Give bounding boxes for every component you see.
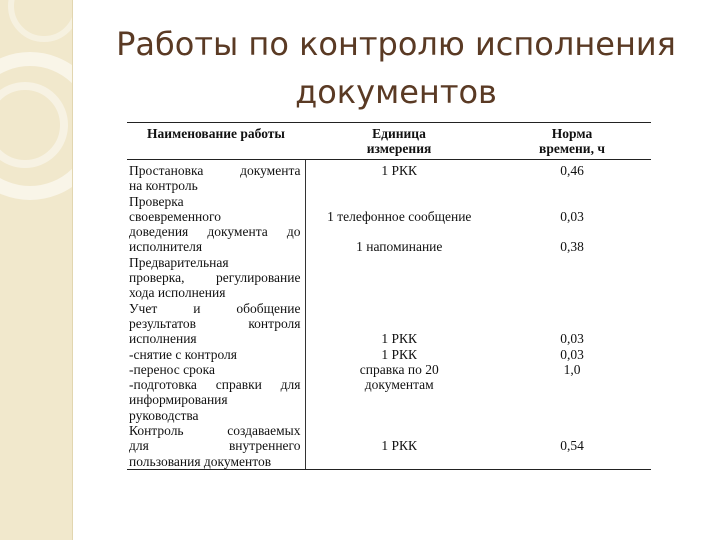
table-row — [127, 255, 651, 301]
work-name-line — [129, 270, 301, 285]
header-work-name: Наименование работы — [127, 123, 305, 160]
work-name-word: результатов — [129, 315, 197, 331]
cell-norm-line: 1,0 — [563, 361, 581, 377]
work-name-word: информирования — [129, 392, 228, 408]
cell-work-name — [127, 423, 305, 469]
cell-norm — [493, 160, 651, 194]
work-name-word: до — [286, 224, 301, 240]
work-name-word: исполнителя — [129, 239, 203, 255]
slide-title-line: документов — [295, 73, 497, 111]
cell-norm-line: 0,03 — [560, 208, 584, 224]
work-name-word: проверка, — [129, 270, 185, 286]
work-name-line — [129, 331, 301, 346]
work-name-word: контроля — [248, 315, 301, 331]
work-name-line — [129, 163, 301, 178]
cell-unit — [305, 423, 493, 469]
work-name-word: -снятие с контроля — [129, 346, 237, 362]
work-name-word: Проверка — [129, 193, 184, 209]
cell-unit — [305, 160, 493, 194]
cell-work-name — [127, 255, 305, 301]
work-name-line — [129, 178, 301, 193]
decorative-circle — [8, 0, 73, 42]
table-header-row — [127, 123, 651, 160]
cell-unit-line: 1 РКК — [381, 331, 418, 347]
cell-work-name — [127, 194, 305, 255]
work-name-word: -подготовка — [129, 377, 197, 393]
work-name-word: для — [129, 438, 149, 454]
work-name-word: обобщение — [236, 300, 301, 316]
work-name-word: Учет — [129, 300, 158, 316]
work-name-line — [129, 438, 301, 453]
cell-norm — [493, 423, 651, 469]
work-name-line — [129, 209, 301, 224]
slide-title — [96, 20, 696, 116]
cell-norm — [493, 301, 651, 423]
work-name-line — [129, 423, 301, 438]
work-name-line — [129, 239, 301, 254]
slide-title-line: Работы по контролю исполнения — [116, 25, 676, 63]
cell-norm-line: 0,54 — [560, 438, 584, 454]
work-name-word: пользования документов — [129, 453, 272, 469]
work-name-word: -перенос срока — [129, 361, 215, 377]
cell-unit-line: 1 напоминание — [356, 239, 443, 255]
work-name-line — [129, 392, 301, 407]
cell-norm — [493, 194, 651, 255]
header-norm: Норма времени, ч — [493, 123, 651, 160]
work-name-line — [129, 255, 301, 270]
work-name-word: для — [280, 377, 301, 393]
cell-unit-line: 1 РКК — [381, 163, 418, 178]
work-name-line — [129, 362, 301, 377]
cell-unit-line: 1 телефонное сообщение — [327, 208, 472, 224]
table-row — [127, 194, 651, 255]
work-name-word: справки — [215, 377, 262, 393]
cell-unit-line: документам — [364, 377, 434, 393]
work-name-line — [129, 454, 301, 469]
work-name-word: хода исполнения — [129, 285, 226, 301]
cell-unit-line: справка по 20 — [359, 361, 439, 377]
work-name-line — [129, 301, 301, 316]
work-name-word: доведения — [129, 224, 189, 240]
cell-unit — [305, 194, 493, 255]
work-name-line — [129, 224, 301, 239]
cell-unit-line: 1 РКК — [381, 438, 418, 454]
work-name-line — [129, 194, 301, 209]
cell-unit — [305, 301, 493, 423]
work-name-word: и — [193, 300, 201, 316]
cell-norm-line: 0,46 — [560, 163, 584, 178]
cell-norm-line: 0,38 — [560, 239, 584, 255]
work-name-word: внутреннего — [228, 438, 301, 454]
work-name-line — [129, 347, 301, 362]
header-unit: Единица измерения — [305, 123, 493, 160]
work-name-word: исполнения — [129, 331, 197, 347]
table-row — [127, 160, 651, 194]
cell-unit — [305, 255, 493, 301]
work-name-line — [129, 408, 301, 423]
work-name-word: документа — [207, 224, 268, 240]
decorative-side-panel — [0, 0, 73, 540]
work-name-word: Контроль — [129, 423, 184, 439]
cell-norm-line: 0,03 — [560, 331, 584, 347]
work-name-word: своевременного — [129, 208, 221, 224]
cell-norm — [493, 255, 651, 301]
work-name-line — [129, 316, 301, 331]
work-name-word: Предварительная — [129, 254, 229, 270]
work-name-word: документа — [240, 163, 301, 178]
work-name-word: создаваемых — [227, 423, 301, 439]
work-name-word: руководства — [129, 407, 199, 423]
work-name-word: Простановка — [129, 163, 204, 178]
cell-unit-line: 1 РКК — [381, 346, 418, 362]
cell-norm-line — [497, 224, 647, 239]
work-name-line — [129, 377, 301, 392]
cell-work-name — [127, 301, 305, 423]
table-row — [127, 301, 651, 423]
work-name-line — [129, 285, 301, 300]
norms-table — [127, 122, 651, 470]
cell-work-name — [127, 160, 305, 194]
cell-unit-line — [310, 224, 490, 239]
cell-norm-line: 0,03 — [560, 346, 584, 362]
work-name-word: регулирование — [215, 270, 301, 286]
work-name-word: на контроль — [129, 178, 198, 194]
table-row — [127, 423, 651, 469]
